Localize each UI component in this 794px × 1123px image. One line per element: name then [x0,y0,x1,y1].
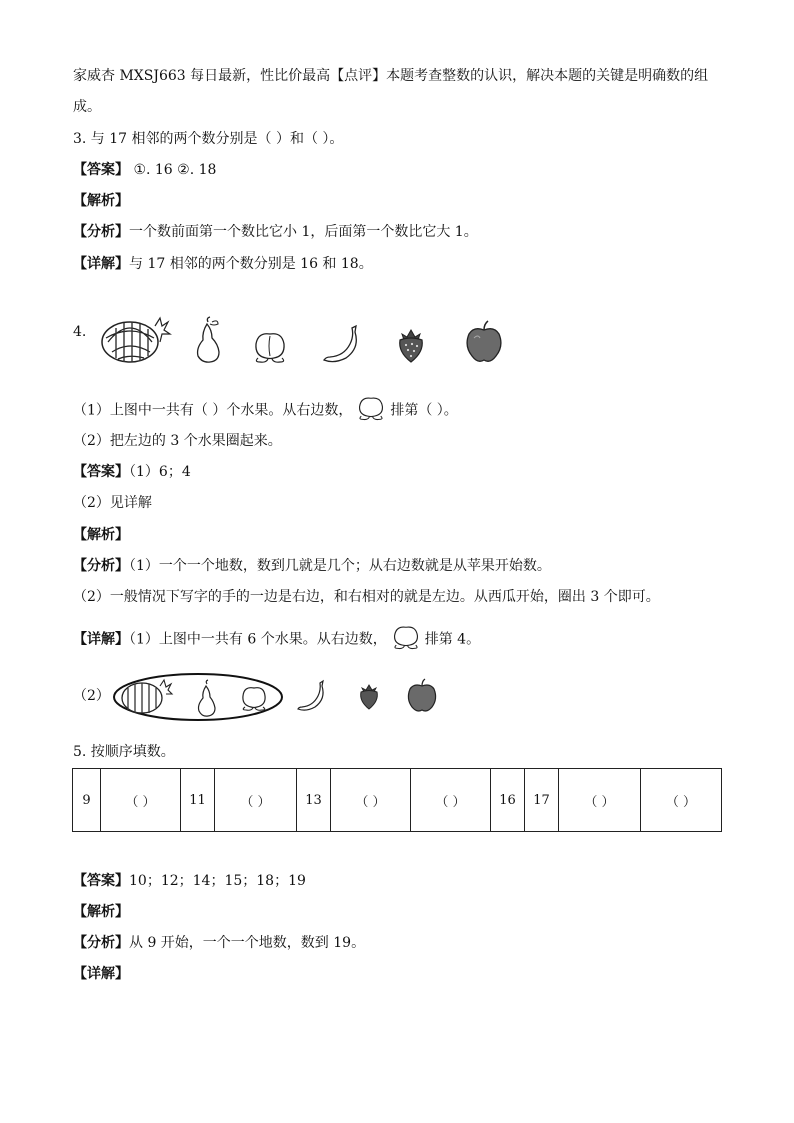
q3-fenxi [73,223,478,241]
q4-fenxi [73,557,551,575]
watermelon-icon [100,314,172,364]
q4-sub1 [73,395,458,426]
q5-analysis-head: 【解析】 [73,904,129,920]
intro-line-2: 成。 [73,99,101,115]
blank-cell[interactable]: （ ） [641,769,722,832]
strawberry-icon [396,328,426,364]
q4-fenxi-text: （1）一个一个地数，数到几就是几个；从右边数就是从苹果开始数。 [129,558,551,574]
fenxi-tag: 【分析】 [73,558,129,574]
q3-answer [73,161,216,179]
q4-detail [73,624,480,655]
q4-sub1-after: 排第（ ）。 [390,402,458,419]
q4-answer-text: （1）6；4 [129,464,191,480]
q4-analysis-head: 【解析】 [73,527,129,543]
apple-icon [464,320,504,364]
q3-answer-text: ①. 16 ②. 18 [129,162,217,178]
peach-icon [391,624,421,655]
q3-analysis-head: 【解析】 [73,193,129,209]
answer-tag: 【答案】 [73,162,129,178]
q4-fenxi-2: （2）一般情况下写字的手的一边是右边，和右相对的就是左边。从西瓜开始，圈出 3 个即可。 [73,589,660,605]
q3-fenxi-text: 一个数前面第一个数比它小 1，后面第一个数比它大 1。 [129,224,478,240]
banana-icon [322,324,362,364]
peach-icon [252,328,288,364]
q4-detail-before: （1）上图中一共有 6 个水果。从右边数， [129,631,387,648]
q5-number-table [72,768,722,832]
table-cell: 11 [181,769,215,832]
table-cell: 13 [297,769,331,832]
q4-answer [73,463,191,481]
q5-question: 5. 按顺序填数。 [73,744,175,760]
q4-sub1-before: （1）上图中一共有（ ）个水果。从右边数， [73,402,353,419]
table-cell: 16 [491,769,525,832]
peach-icon [356,395,386,426]
table-cell: 17 [525,769,559,832]
blank-cell[interactable]: （ ） [215,769,297,832]
blank-cell[interactable]: （ ） [101,769,181,832]
detail-tag: 【详解】 [73,256,129,272]
q4-sub2: （2）把左边的 3 个水果圈起来。 [73,433,282,449]
q4-detail-after: 排第 4。 [424,631,481,648]
q5-fenxi-text: 从 9 开始，一个一个地数，数到 19。 [129,935,366,951]
q4-number: 4. [73,324,87,340]
watermelon-icon [122,680,172,713]
q5-fenxi [73,934,365,952]
blank-cell[interactable]: （ ） [559,769,641,832]
q5-answer-text: 10；12；14；15；18；19 [129,873,306,889]
banana-icon [298,681,323,710]
intro-line-1: 家威杏 MXSJ663 每日最新，性比价最高【点评】本题考查整数的认识，解决本题的关键是明确数的组 [73,68,709,84]
apple-icon [408,679,435,711]
fenxi-tag: 【分析】 [73,224,129,240]
q3-detail [73,255,373,273]
blank-cell[interactable]: （ ） [331,769,411,832]
fenxi-tag: 【分析】 [73,935,129,951]
answer-tag: 【答案】 [73,464,129,480]
q4-answer-2: （2）见详解 [73,495,152,511]
answer-tag: 【答案】 [73,873,129,889]
table-row [73,769,722,832]
peach-icon [243,688,265,711]
detail-tag: 【详解】 [73,631,129,648]
pear-icon [194,316,222,364]
q3-question: 3. 与 17 相邻的两个数分别是（ ）和（ ）。 [73,131,344,147]
q4-detail-2-label: （2） [73,688,110,704]
table-cell: 9 [73,769,101,832]
strawberry-icon [361,685,378,709]
q5-detail-tag: 【详解】 [73,966,129,982]
pear-icon [199,680,216,716]
q5-answer [73,872,306,890]
q3-detail-text: 与 17 相邻的两个数分别是 16 和 18。 [129,256,373,272]
q4-fruit-row [100,312,504,364]
q4-circled-fruit-row [110,672,450,728]
blank-cell[interactable]: （ ） [411,769,491,832]
